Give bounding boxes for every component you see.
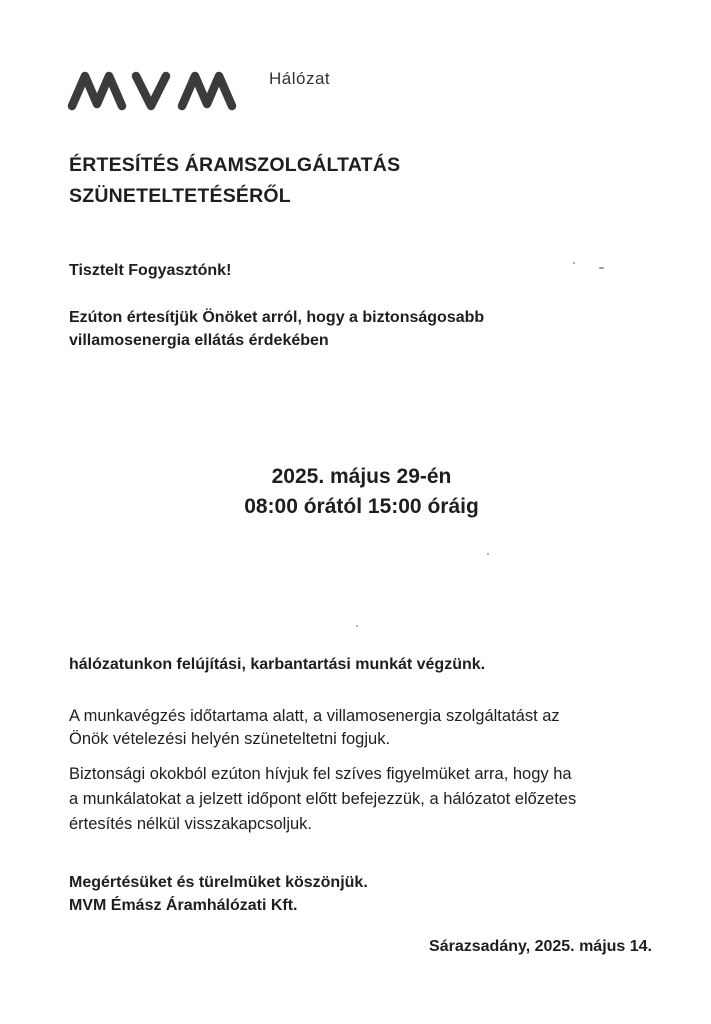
closing-thanks: Megértésüket és türelmüket köszönjük. <box>69 874 368 891</box>
paragraph1-line-2: Önök vételezési helyén szüneteltetni fogjuk. <box>69 730 391 748</box>
schedule-time: 08:00 órától 15:00 óráig <box>244 495 479 518</box>
scan-speck <box>599 267 604 269</box>
paragraph2-line-2: a munkálatokat a jelzett időpont előtt befejezzük, a hálózatot előzetes <box>69 790 577 808</box>
intro-line-1: Ezúton értesítjük Önöket arról, hogy a biztonságosabb <box>69 309 485 326</box>
mvm-logo <box>66 66 246 114</box>
closing-block <box>69 871 368 917</box>
paragraph2-line-3: értesítés nélkül visszakapcsoljuk. <box>69 815 313 833</box>
scan-speck <box>573 262 575 264</box>
work-description: hálózatunkon felújítási, karbantartási munkát végzünk. <box>69 656 486 673</box>
paragraph-safety <box>69 762 576 837</box>
paragraph-interruption <box>69 705 560 751</box>
schedule-date: 2025. május 29-én <box>271 465 452 488</box>
scan-speck <box>356 625 358 627</box>
intro-line-2: villamosenergia ellátás érdekében <box>69 332 329 349</box>
mvm-logo-mark <box>66 66 246 114</box>
paragraph1-line-1: A munkavégzés időtartama alatt, a villamosenergia szolgáltatást az <box>69 707 560 725</box>
intro-paragraph <box>69 306 484 352</box>
title-line-2: SZÜNETELTETÉSÉRŐL <box>69 185 291 207</box>
logo-subtitle: Hálózat <box>269 69 331 88</box>
closing-company: MVM Émász Áramhálózati Kft. <box>69 897 298 914</box>
title-line-1: ÉRTESÍTÉS ÁRAMSZOLGÁLTATÁS <box>69 154 401 176</box>
page-title <box>69 150 400 212</box>
scan-speck <box>487 553 489 555</box>
paragraph2-line-1: Biztonsági okokból ezúton hívjuk fel szíves figyelmüket arra, hogy ha <box>69 765 572 783</box>
schedule-block <box>0 462 711 522</box>
greeting: Tisztelt Fogyasztónk! <box>69 262 232 279</box>
place-and-date: Sárazsadány, 2025. május 14. <box>429 938 652 955</box>
